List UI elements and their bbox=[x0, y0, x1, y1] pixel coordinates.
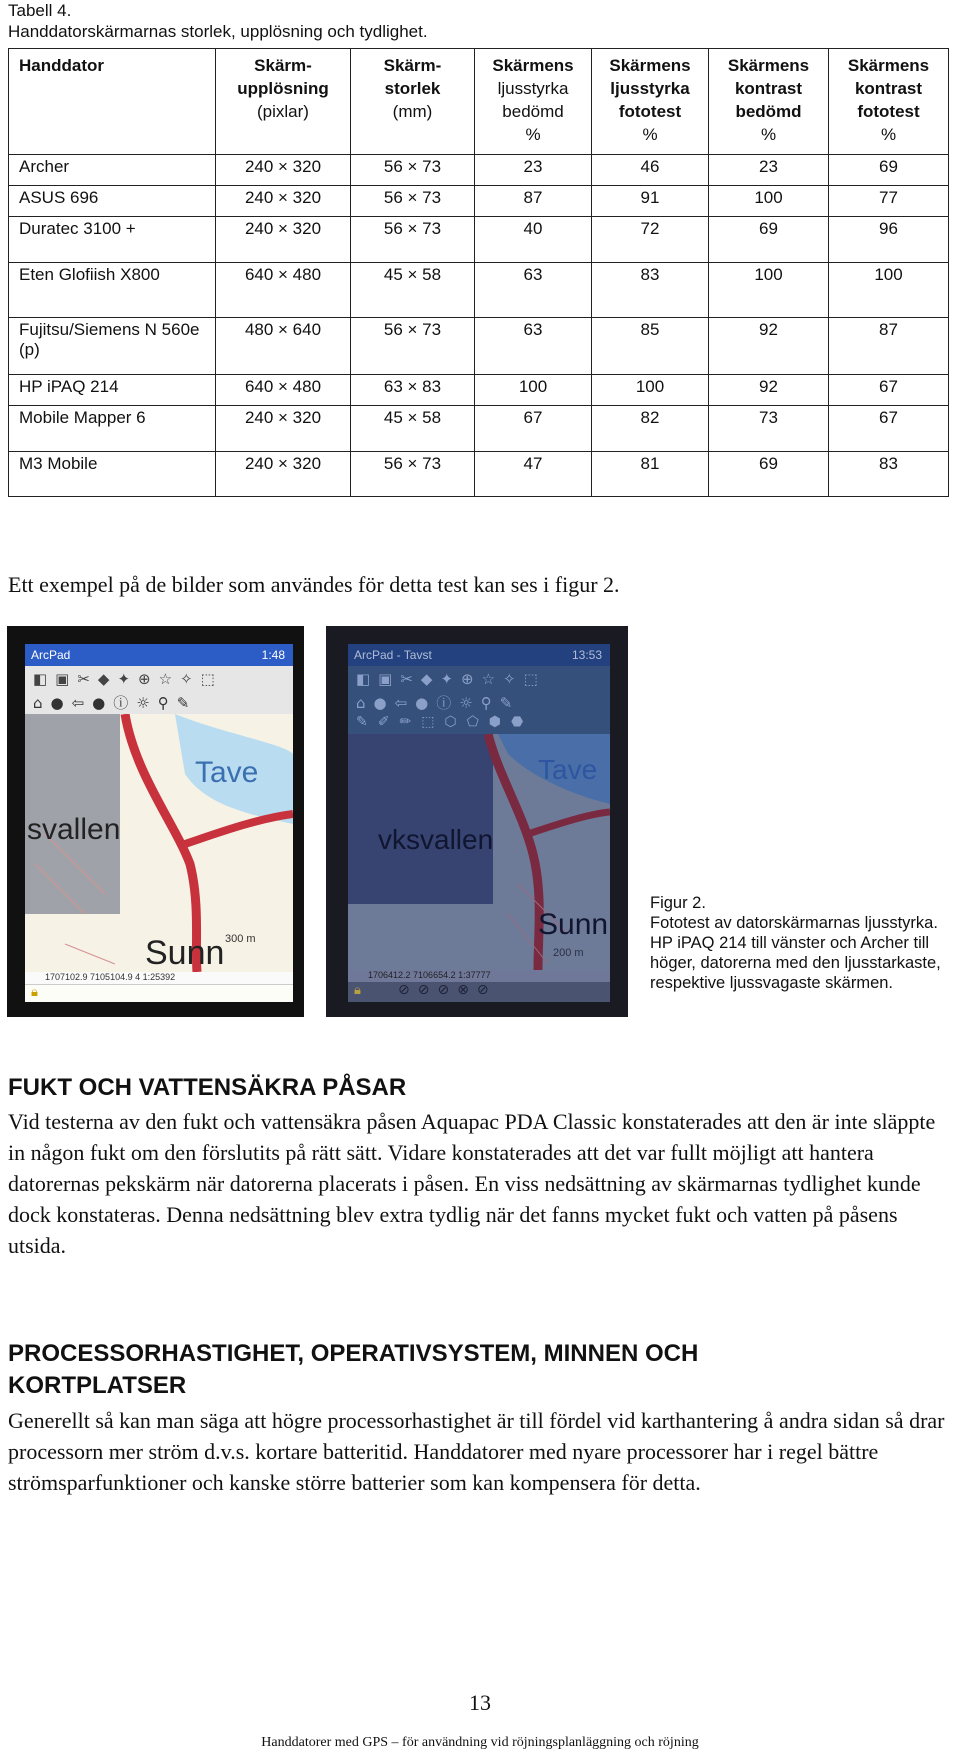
table-row bbox=[9, 452, 949, 497]
lock-icon: 🔒︎ bbox=[354, 983, 361, 998]
table-cell: 40 bbox=[475, 217, 592, 263]
cell-device-name: Fujitsu/Siemens N 560e (p) bbox=[9, 318, 216, 375]
section-heading-fukt: FUKT OCH VATTENSÄKRA PÅSAR bbox=[8, 1074, 407, 1101]
bottom-bar bbox=[25, 984, 293, 1002]
table-row bbox=[9, 318, 949, 375]
coord-bar: 1706412.2 7106654.2 1:37777 bbox=[348, 970, 610, 982]
table-cell: 100 bbox=[475, 375, 592, 406]
intro-paragraph: Ett exempel på de bilder som användes för detta test kan ses i figur 2. bbox=[8, 572, 620, 597]
table-cell: 56 × 73 bbox=[351, 155, 475, 186]
header-storlek: Skärm- storlek (mm) bbox=[351, 49, 475, 155]
table-cell: 73 bbox=[709, 406, 829, 452]
cell-device-name: Duratec 3100 + bbox=[9, 217, 216, 263]
table-cell: 640 × 480 bbox=[216, 375, 351, 406]
table-cell: 87 bbox=[829, 318, 949, 375]
header-kontrast-fototest: Skärmens kontrast fototest % bbox=[829, 49, 949, 155]
header-ljusstyrka-fototest: Skärmens ljusstyrka fototest % bbox=[592, 49, 709, 155]
table-cell: 92 bbox=[709, 318, 829, 375]
section-text-processor: Generellt så kan man säga att högre processorhastighet är till fördel vid karthantering å andra sidan så drar processorn mer ström d.v.s. kortare batteritid. Handdatorer med nyare processorer har i regel bättre strömsparfunktioner och kanske större batterier som kan kompensera för detta. bbox=[8, 1408, 945, 1495]
lock-icon: 🔒︎ bbox=[31, 985, 38, 1000]
table-cell: 100 bbox=[592, 375, 709, 406]
table-cell: 83 bbox=[829, 452, 949, 497]
table-row bbox=[9, 217, 949, 263]
table-label: Tabell 4. bbox=[8, 1, 72, 20]
app-title: ArcPad - Tavst bbox=[354, 648, 432, 662]
cell-device-name: ASUS 696 bbox=[9, 186, 216, 217]
table-cell: 77 bbox=[829, 186, 949, 217]
clock: 13:53 bbox=[571, 648, 602, 662]
cell-device-name: M3 Mobile bbox=[9, 452, 216, 497]
map-label-sunn: Sunn bbox=[145, 934, 225, 972]
table-cell: 63 × 83 bbox=[351, 375, 475, 406]
table-cell: 67 bbox=[829, 406, 949, 452]
toolbar-icons-row2: ⌂●⇦●ⓘ☼⚲✎ bbox=[356, 694, 521, 712]
cell-device-name: Archer bbox=[9, 155, 216, 186]
table-cell: 69 bbox=[709, 217, 829, 263]
table-cell: 640 × 480 bbox=[216, 263, 351, 318]
table-cell: 81 bbox=[592, 452, 709, 497]
figure-caption-line2: HP iPAQ 214 till vänster och Archer till höger, datorerna med den ljusstarkaste, respektive ljussvagaste skärmen. bbox=[650, 934, 941, 992]
table-cell: 67 bbox=[829, 375, 949, 406]
map-right bbox=[348, 734, 610, 970]
table-cell: 480 × 640 bbox=[216, 318, 351, 375]
table-cell: 87 bbox=[475, 186, 592, 217]
table-cell: 85 bbox=[592, 318, 709, 375]
table-row bbox=[9, 263, 949, 318]
screen-left bbox=[25, 644, 293, 1002]
cell-device-name: Mobile Mapper 6 bbox=[9, 406, 216, 452]
table-row bbox=[9, 186, 949, 217]
table-cell: 45 × 58 bbox=[351, 263, 475, 318]
toolbar-icons-row2: ⌂●⇦●ⓘ☼⚲✎ bbox=[33, 694, 198, 712]
satellite-patch bbox=[348, 734, 493, 904]
map-label-tave: Tave bbox=[195, 756, 259, 789]
table-cell: 23 bbox=[475, 155, 592, 186]
table-cell: 92 bbox=[709, 375, 829, 406]
toolbar bbox=[348, 666, 610, 735]
section-text-fukt: Vid testerna av den fukt och vattensäkra påsen Aquapac PDA Classic konstaterades att den är inte släppte in någon fukt om den förslutits på rätt sätt. Vidare konstaterades att det var fullt möjligt att hantera datorernas pekskärm när datorerna placerats i påsen. En viss nedsättning av skärmarnas tydlighet kunde dock konstateras. Denna nedsättning blev extra tydlig när det fanns mycket fukt och vatten på påsens utsida. bbox=[8, 1109, 936, 1258]
table-cell: 100 bbox=[709, 186, 829, 217]
table-cell: 56 × 73 bbox=[351, 452, 475, 497]
page-footer: Handdatorer med GPS – för användning vid röjningsplanläggning och röjning bbox=[261, 1735, 699, 1750]
toolbar-icons-row1: ◧▣✂◆✦⊕☆✧⬚ bbox=[33, 670, 223, 688]
header-handdator: Handdator bbox=[9, 49, 216, 155]
page-number: 13 bbox=[469, 1690, 491, 1715]
figure-caption-line1: Fototest av datorskärmarnas ljusstyrka. bbox=[650, 914, 938, 932]
table-cell: 56 × 73 bbox=[351, 318, 475, 375]
photo-hp-ipaq bbox=[7, 626, 304, 1017]
map-left bbox=[25, 714, 293, 972]
table-cell: 23 bbox=[709, 155, 829, 186]
figure-caption bbox=[650, 893, 960, 993]
header-kontrast-bedomd: Skärmens kontrast bedömd % bbox=[709, 49, 829, 155]
map-label-sunn: Sunn bbox=[538, 908, 609, 941]
titlebar bbox=[25, 644, 293, 666]
bottom-tool-icons: ⊘⊘⊘⊗⊘ bbox=[398, 982, 497, 998]
table-cell: 240 × 320 bbox=[216, 406, 351, 452]
table-row bbox=[9, 375, 949, 406]
table-cell: 63 bbox=[475, 318, 592, 375]
table-cell: 91 bbox=[592, 186, 709, 217]
table-title: Handdatorskärmarnas storlek, upplösning och tydlighet. bbox=[8, 22, 428, 41]
cell-device-name: HP iPAQ 214 bbox=[9, 375, 216, 406]
table-cell: 100 bbox=[829, 263, 949, 318]
figure-label: Figur 2. bbox=[650, 894, 706, 912]
titlebar bbox=[348, 644, 610, 666]
table-row bbox=[9, 155, 949, 186]
bottom-bar bbox=[348, 982, 610, 1002]
coord-bar: 1707102.9 7105104.9 4 1:25392 bbox=[25, 972, 293, 984]
toolbar-icons-row1: ◧▣✂◆✦⊕☆✧⬚ bbox=[356, 670, 546, 688]
photo-archer bbox=[326, 626, 628, 1017]
table-cell: 240 × 320 bbox=[216, 186, 351, 217]
map-scale: 300 m bbox=[225, 933, 256, 945]
app-title: ArcPad bbox=[31, 648, 71, 662]
header-upplosning: Skärm- upplösning (pixlar) bbox=[216, 49, 351, 155]
screen-right bbox=[348, 644, 610, 1002]
table-header-row bbox=[9, 49, 949, 155]
table-cell: 83 bbox=[592, 263, 709, 318]
table-cell: 100 bbox=[709, 263, 829, 318]
map-label-svallen: svallen bbox=[27, 813, 121, 846]
table-cell: 240 × 320 bbox=[216, 155, 351, 186]
table-cell: 96 bbox=[829, 217, 949, 263]
map-label-tave: Tave bbox=[538, 754, 598, 785]
map-label-svallen: vksvallen bbox=[378, 824, 494, 855]
table-cell: 56 × 73 bbox=[351, 186, 475, 217]
cell-device-name: Eten Glofiish X800 bbox=[9, 263, 216, 318]
table-cell: 69 bbox=[829, 155, 949, 186]
table-cell: 56 × 73 bbox=[351, 217, 475, 263]
table-cell: 45 × 58 bbox=[351, 406, 475, 452]
header-ljusstyrka-bedomd: Skärmens ljusstyrka bedömd % bbox=[475, 49, 592, 155]
table-cell: 82 bbox=[592, 406, 709, 452]
clock: 1:48 bbox=[261, 648, 285, 662]
table-cell: 46 bbox=[592, 155, 709, 186]
section-heading-processor: PROCESSORHASTIGHET, OPERATIVSYSTEM, MINNEN OCH KORTPLATSER bbox=[8, 1340, 699, 1399]
screen-comparison-table bbox=[8, 48, 949, 497]
table-cell: 240 × 320 bbox=[216, 217, 351, 263]
table-row bbox=[9, 406, 949, 452]
table-cell: 47 bbox=[475, 452, 592, 497]
table-cell: 67 bbox=[475, 406, 592, 452]
table-cell: 63 bbox=[475, 263, 592, 318]
table-cell: 240 × 320 bbox=[216, 452, 351, 497]
toolbar bbox=[25, 666, 293, 715]
map-scale: 200 m bbox=[553, 947, 584, 959]
table-cell: 69 bbox=[709, 452, 829, 497]
toolbar-icons-row3: ✎✐✏⬚⬡⬠⬢⬣ bbox=[356, 714, 534, 730]
table-cell: 72 bbox=[592, 217, 709, 263]
